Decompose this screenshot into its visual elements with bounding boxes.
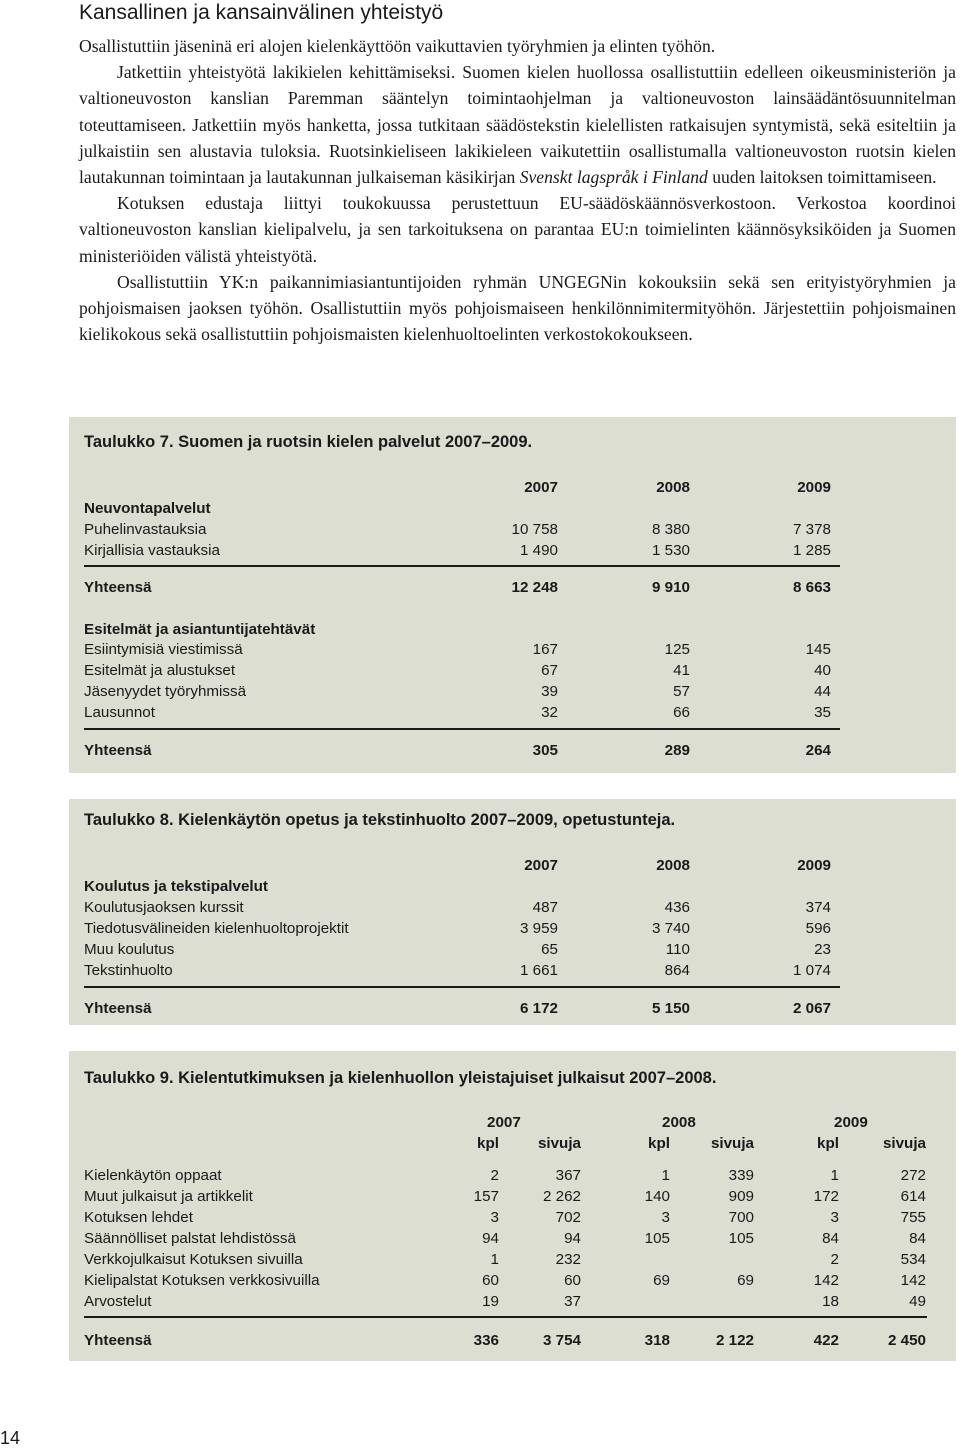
cell: 3: [661, 1209, 670, 1226]
cell-2007: 67: [541, 662, 558, 679]
cell: 339: [728, 1167, 754, 1184]
cell: 49: [909, 1293, 926, 1310]
year-2009: 2009: [797, 479, 831, 496]
cell-2009: 1 074: [792, 962, 831, 979]
cell: 232: [555, 1251, 581, 1268]
table-row: [84, 519, 944, 540]
table-8: [69, 799, 956, 1025]
cell-2009: 1 285: [792, 542, 831, 559]
cell-2009: 8 663: [792, 579, 831, 596]
cell-2007: 6 172: [519, 1000, 558, 1017]
table-row: [84, 897, 944, 918]
row-label: Kotuksen lehdet: [84, 1209, 193, 1226]
cell-2009: 264: [805, 742, 831, 759]
row-label: Tekstinhuolto: [84, 962, 173, 979]
cell-2008: 41: [673, 662, 690, 679]
cell: 105: [644, 1230, 670, 1247]
table-7-year-header: [84, 477, 944, 498]
subheader-kpl: kpl: [477, 1135, 499, 1152]
paragraph-1-lead: Osallistuttiin jäseninä eri alojen kielenkäyttöön vaikuttavien työryhmien ja elinten työhön.: [79, 36, 716, 56]
row-label: Kielipalstat Kotuksen verkkosivuilla: [84, 1272, 320, 1289]
table-9-title: Taulukko 9. Kielentutkimuksen ja kielenhuollon yleistajuiset julkaisut 2007–2008.: [84, 1069, 717, 1087]
cell: 142: [900, 1272, 926, 1289]
table-row: [84, 1270, 944, 1291]
cell-2009: 7 378: [792, 521, 831, 538]
row-label: Lausunnot: [84, 704, 155, 721]
paragraph-1-tail: uuden laitoksen toimittamiseen.: [707, 167, 937, 188]
cell-2008: 66: [673, 704, 690, 721]
cell-2009: 40: [814, 662, 831, 679]
cell: 19: [482, 1293, 499, 1310]
cell: 614: [900, 1188, 926, 1205]
cell: 140: [644, 1188, 670, 1205]
cell: 2: [830, 1251, 839, 1268]
cell: 909: [728, 1188, 754, 1205]
table-8-year-header: [84, 855, 944, 876]
table-row: [84, 1165, 944, 1186]
cell: 142: [813, 1272, 839, 1289]
cell: 1: [830, 1167, 839, 1184]
row-label: Tiedotusvälineiden kielenhuoltoprojektit: [84, 920, 349, 937]
cell: 2 122: [715, 1332, 754, 1349]
year-2007: 2007: [487, 1114, 521, 1131]
cell: 700: [728, 1209, 754, 1226]
cell: 94: [482, 1230, 499, 1247]
cell: 94: [564, 1230, 581, 1247]
book-title: Svenskt lagspråk i Finland: [519, 167, 708, 188]
table-rule: [84, 1316, 927, 1318]
cell: 37: [564, 1293, 581, 1310]
cell-2008: 289: [664, 742, 690, 759]
cell-2007: 12 248: [511, 579, 558, 596]
cell-2008: 436: [664, 899, 690, 916]
row-label: Yhteensä: [84, 742, 152, 759]
table-7-total-2: [84, 740, 944, 761]
table-9-total: [84, 1330, 944, 1351]
cell-2008: 9 910: [651, 579, 690, 596]
cell-2007: 39: [541, 683, 558, 700]
table-8-title: Taulukko 8. Kielenkäytön opetus ja tekstinhuolto 2007–2009, opetustunteja.: [84, 811, 676, 829]
paragraph-3: Osallistuttiin YK:n paikannimiasiantuntijoiden ryhmän UNGEGNin kokouksiin sekä sen erityistyöryhmien ja pohjoismaisen jaoksen työhön. Osallistuttiin myös pohjoismaiseen henkilönnimitermityöhön. Järjestettiin pohjoismainen kielikokous sekä osallistuttiin pohjoismaisten kielenhuoltoelinten verkostokokoukseen.: [79, 271, 956, 345]
table-row: [84, 1228, 944, 1249]
cell: 336: [473, 1332, 499, 1349]
table-8-section-1: [84, 876, 944, 897]
row-label: Muu koulutus: [84, 941, 175, 958]
table-rule: [84, 728, 840, 730]
table-7: [69, 417, 956, 773]
table-7-section-2: [84, 619, 944, 640]
table-row: [84, 681, 944, 702]
year-2008: 2008: [662, 1114, 696, 1131]
cell-2007: 32: [541, 704, 558, 721]
cell-2007: 167: [532, 641, 558, 658]
row-label: Esiintymisiä viestimissä: [84, 641, 243, 658]
table-9: [69, 1051, 956, 1361]
row-label: Esitelmät ja alustukset: [84, 662, 236, 679]
cell: 18: [822, 1293, 839, 1310]
paragraph-1: [79, 33, 956, 190]
year-2007: 2007: [524, 857, 558, 874]
row-label: Säännölliset palstat lehdistössä: [84, 1230, 296, 1247]
cell-2009: 374: [805, 899, 831, 916]
cell-2009: 44: [814, 683, 831, 700]
section-label: Esitelmät ja asiantuntijatehtävät: [84, 621, 316, 638]
cell: 2 450: [887, 1332, 926, 1349]
subheader-sivuja: sivuja: [537, 1135, 581, 1152]
subheader-kpl: kpl: [648, 1135, 670, 1152]
table-row: [84, 660, 944, 681]
cell-2009: 145: [805, 641, 831, 658]
cell-2009: 35: [814, 704, 831, 721]
row-label: Yhteensä: [84, 579, 152, 596]
row-label: Verkkojulkaisut Kotuksen sivuilla: [84, 1251, 303, 1268]
cell-2008: 125: [664, 641, 690, 658]
cell: 84: [822, 1230, 839, 1247]
cell: 2: [490, 1167, 499, 1184]
row-label: Puhelinvastauksia: [84, 521, 207, 538]
cell-2007: 487: [532, 899, 558, 916]
paragraph-1-body: Jatkettiin yhteistyötä lakikielen kehittämiseksi. Suomen kielen huollossa osallistuttiin edelleen oikeusministeriön ja valtioneuvoston kanslian Paremman sääntelyn toimintaohjelman ja valtioneuvoston lainsäädäntösuunnitelman toteuttamiseen. Jatkettiin myös hanketta, jossa tutkitaan säädöstekstin kielellisten ratkaisujen syntymistä, sekä esiteltiin ja julkaistiin sen alustavia tuloksia. Ruotsinkieliseen lakikieleen vaikutettiin osallistumalla valtioneuvoston ruotsin kielen lautakunnan toimintaan ja lautakunnan julkaiseman käsikirjan: [79, 62, 956, 188]
cell-2007: 65: [541, 941, 558, 958]
cell-2007: 1 490: [519, 542, 558, 559]
paragraph-2: Kotuksen edustaja liittyi toukokuussa perustettuun EU-säädöskäännösverkostoon. Verkostoa koordinoi valtioneuvoston kanslian kielipalvelu, ja sen tarkoituksena on parantaa EU:n toimielinten käännösyksiköiden ja Suomen ministeriöiden välistä yhteistyötä.: [79, 193, 956, 266]
row-label: Muut julkaisut ja artikkelit: [84, 1188, 253, 1205]
table-9-subheader: [84, 1133, 944, 1154]
cell: 172: [813, 1188, 839, 1205]
row-label: Kielenkäytön oppaat: [84, 1167, 222, 1184]
cell-2007: 305: [532, 742, 558, 759]
section-label: Koulutus ja tekstipalvelut: [84, 878, 268, 895]
cell-2008: 8 380: [651, 521, 690, 538]
year-2007: 2007: [524, 479, 558, 496]
table-row: [84, 540, 944, 561]
table-row: [84, 1207, 944, 1228]
table-7-total-1: [84, 577, 944, 598]
cell: 69: [653, 1272, 670, 1289]
cell: 105: [728, 1230, 754, 1247]
subheader-sivuja: sivuja: [882, 1135, 926, 1152]
table-row: [84, 1291, 944, 1312]
table-row: [84, 918, 944, 939]
row-label: Kirjallisia vastauksia: [84, 542, 220, 559]
subheader-sivuja: sivuja: [710, 1135, 754, 1152]
section-heading: Kansallinen ja kansainvälinen yhteistyö: [79, 1, 444, 24]
cell: 69: [737, 1272, 754, 1289]
year-2008: 2008: [656, 857, 690, 874]
section-label: Neuvontapalvelut: [84, 500, 211, 517]
row-label: Arvostelut: [84, 1293, 152, 1310]
cell-2009: 596: [805, 920, 831, 937]
row-label: Koulutusjaoksen kurssit: [84, 899, 244, 916]
cell-2008: 5 150: [651, 1000, 690, 1017]
cell-2008: 1 530: [651, 542, 690, 559]
cell-2008: 864: [664, 962, 690, 979]
table-rule: [84, 565, 840, 567]
table-row: [84, 960, 944, 981]
cell: 3 754: [542, 1332, 581, 1349]
page-number: 14: [0, 1428, 21, 1448]
cell: 84: [909, 1230, 926, 1247]
cell-2009: 2 067: [792, 1000, 831, 1017]
cell: 318: [644, 1332, 670, 1349]
table-9-year-header: [84, 1112, 944, 1133]
cell: 157: [473, 1188, 499, 1205]
table-row: [84, 702, 944, 723]
cell: 1: [490, 1251, 499, 1268]
cell: 422: [813, 1332, 839, 1349]
body-text: [79, 33, 956, 347]
cell: 2 262: [542, 1188, 581, 1205]
table-7-title: Taulukko 7. Suomen ja ruotsin kielen palvelut 2007–2009.: [84, 433, 533, 451]
cell: 755: [900, 1209, 926, 1226]
cell: 702: [555, 1209, 581, 1226]
year-2009: 2009: [797, 857, 831, 874]
cell-2009: 23: [814, 941, 831, 958]
row-label: Yhteensä: [84, 1332, 152, 1349]
row-label: Yhteensä: [84, 1000, 152, 1017]
table-row: [84, 1186, 944, 1207]
year-2008: 2008: [656, 479, 690, 496]
table-row: [84, 939, 944, 960]
table-8-total: [84, 998, 944, 1019]
cell-2007: 1 661: [519, 962, 558, 979]
table-7-section-1: [84, 498, 944, 519]
cell: 60: [564, 1272, 581, 1289]
cell: 272: [900, 1167, 926, 1184]
cell-2007: 3 959: [519, 920, 558, 937]
row-label: Jäsenyydet työryhmissä: [84, 683, 247, 700]
cell: 1: [661, 1167, 670, 1184]
cell: 3: [830, 1209, 839, 1226]
cell: 534: [900, 1251, 926, 1268]
table-row: [84, 639, 944, 660]
cell: 60: [482, 1272, 499, 1289]
cell-2007: 10 758: [511, 521, 558, 538]
cell: 367: [555, 1167, 581, 1184]
subheader-kpl: kpl: [817, 1135, 839, 1152]
table-rule: [84, 986, 840, 988]
table-row: [84, 1249, 944, 1270]
cell-2008: 57: [673, 683, 690, 700]
year-2009: 2009: [834, 1114, 868, 1131]
cell-2008: 110: [665, 941, 690, 958]
cell: 3: [490, 1209, 499, 1226]
cell-2008: 3 740: [651, 920, 690, 937]
